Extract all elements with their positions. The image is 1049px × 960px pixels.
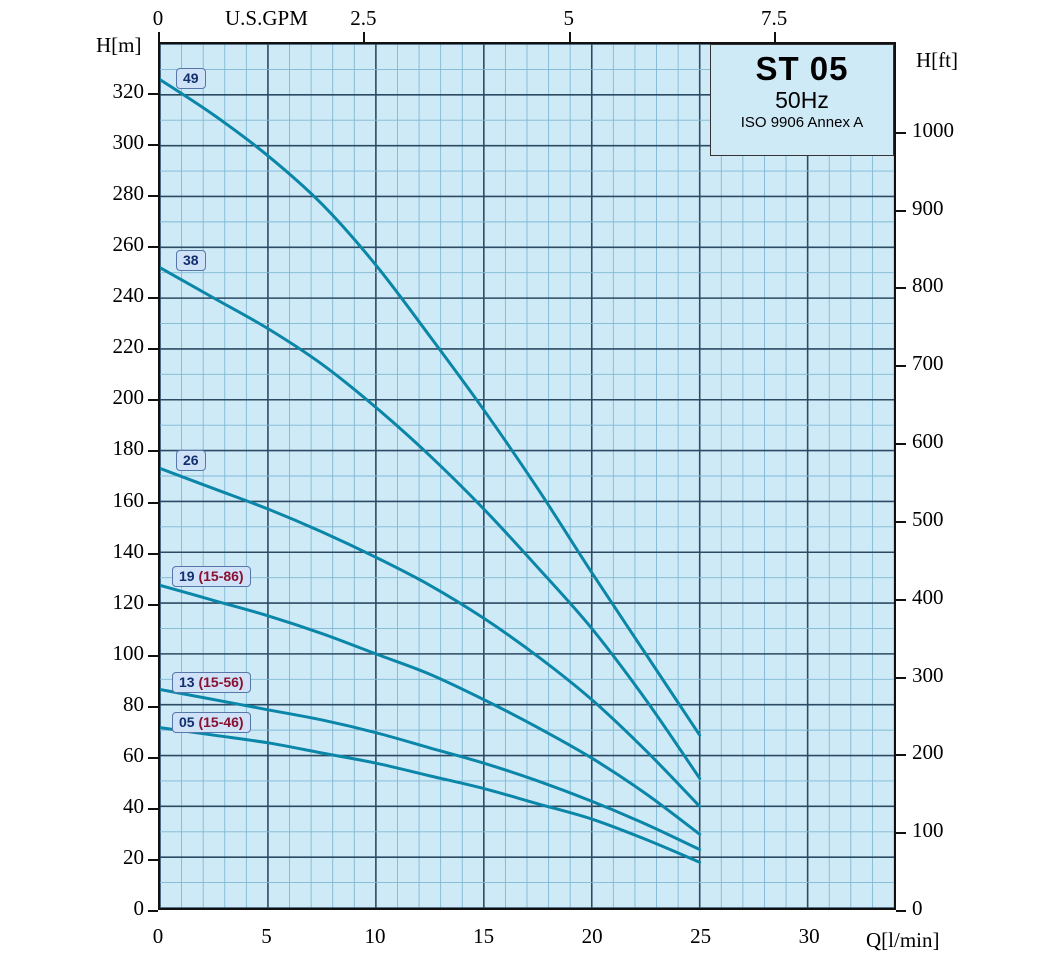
y-tick-left-20: 20 [123,844,144,869]
y-tickmark-left-20 [148,859,158,861]
chart-title: ST 05 [755,50,849,87]
y-tickmark-right-900 [896,210,906,212]
y-tickmark-left-220 [148,348,158,350]
y-tick-right-800: 800 [912,273,944,298]
curve-label-sub: (15-86) [194,568,244,584]
y-tickmark-left-260 [148,246,158,248]
x-tick-bottom-5: 5 [261,924,272,948]
y-tick-left-140: 140 [112,538,144,563]
y-tick-left-320: 320 [112,79,144,104]
curve-label-sub: (15-56) [194,674,244,690]
x-tick-bottom-15: 15 [473,924,495,948]
curve-label-main: 05 [179,714,195,730]
x-tick-bottom-20: 20 [581,924,603,948]
y-tick-left-60: 60 [123,742,144,767]
y-tick-left-240: 240 [112,283,144,308]
y-tick-right-300: 300 [912,662,944,687]
y-tick-right-400: 400 [912,584,944,609]
y-tickmark-right-200 [896,754,906,756]
x-tick-top-7-5: 7.5 [761,6,788,30]
y-tickmark-left-300 [148,144,158,146]
left-axis-title: H[m] [96,33,142,57]
curve-26 [160,468,700,806]
y-tickmark-left-200 [148,399,158,401]
plot-area [158,42,896,910]
y-tickmark-left-320 [148,93,158,95]
curve-19 [160,585,700,834]
y-tick-left-300: 300 [112,130,144,155]
y-tickmark-left-40 [148,808,158,810]
y-tick-right-600: 600 [912,429,944,454]
y-tickmark-right-1000 [896,132,906,134]
y-tickmark-left-240 [148,297,158,299]
y-tickmark-right-400 [896,599,906,601]
curve-label-main: 19 [179,568,195,584]
y-tickmark-left-0 [148,910,158,912]
curve-49 [160,80,700,736]
x-tickmark-top-7-5 [774,32,776,42]
x-tick-bottom-30: 30 [798,924,820,948]
curve-label-05 [172,712,251,733]
curve-label-38 [176,250,206,271]
y-tickmark-left-120 [148,604,158,606]
y-tick-left-220: 220 [112,334,144,359]
x-tick-top-0: 0 [152,6,164,30]
y-tickmark-left-80 [148,706,158,708]
curve-label-main: 49 [183,70,199,86]
y-tick-left-120: 120 [112,589,144,614]
curve-38 [160,268,700,779]
y-tick-left-160: 160 [112,487,144,512]
y-tick-right-0: 0 [912,896,923,920]
y-tick-left-280: 280 [112,181,144,206]
chart-standard: ISO 9906 Annex A [740,114,864,131]
curve-label-19 [172,566,251,587]
y-tickmark-right-500 [896,521,906,523]
y-tickmark-left-60 [148,757,158,759]
y-tick-left-260: 260 [112,232,144,257]
y-tick-right-500: 500 [912,506,944,531]
y-tick-left-80: 80 [123,691,144,716]
y-tick-right-200: 200 [912,740,944,765]
y-tick-right-700: 700 [912,351,944,376]
chart-title-box [710,44,894,156]
bottom-axis-title: Q[l/min] [866,928,940,952]
x-tick-bottom-10: 10 [364,924,386,948]
chart-subtitle: 50Hz [775,87,829,113]
curve-label-26 [176,450,206,471]
curve-label-49 [176,68,206,89]
right-axis-title: H[ft] [916,48,958,72]
curve-label-main: 38 [183,252,199,268]
y-tick-right-900: 900 [912,195,944,220]
y-tickmark-right-700 [896,365,906,367]
y-tickmark-left-140 [148,553,158,555]
y-tickmark-right-0 [896,910,906,912]
x-tickmark-top-0 [158,32,160,42]
curve-layer [160,44,894,908]
y-tick-left-100: 100 [112,640,144,665]
y-tickmark-right-300 [896,677,906,679]
y-tick-right-100: 100 [912,818,944,843]
curve-label-main: 26 [183,452,199,468]
y-tickmark-right-100 [896,832,906,834]
y-tick-left-0: 0 [133,896,144,920]
y-tickmark-left-180 [148,450,158,452]
x-tickmark-top-5 [569,32,571,42]
x-tick-top-2-5: 2.5 [350,6,377,30]
x-tickmark-top-2-5 [363,32,365,42]
curve-label-sub: (15-46) [194,714,244,730]
x-tick-bottom-0: 0 [152,924,164,948]
curve-label-main: 13 [179,674,195,690]
y-tickmark-left-100 [148,655,158,657]
y-tick-right-1000: 1000 [912,117,954,142]
top-axis-title: U.S.GPM [225,6,308,30]
curve-label-13 [172,672,251,693]
x-tick-top-5: 5 [563,6,575,30]
x-tick-bottom-25: 25 [690,924,712,948]
y-tick-left-40: 40 [123,793,144,818]
y-tickmark-left-160 [148,502,158,504]
y-tickmark-left-280 [148,195,158,197]
y-tickmark-right-600 [896,443,906,445]
y-tickmark-right-800 [896,287,906,289]
y-tick-left-200: 200 [112,385,144,410]
y-tick-left-180: 180 [112,436,144,461]
